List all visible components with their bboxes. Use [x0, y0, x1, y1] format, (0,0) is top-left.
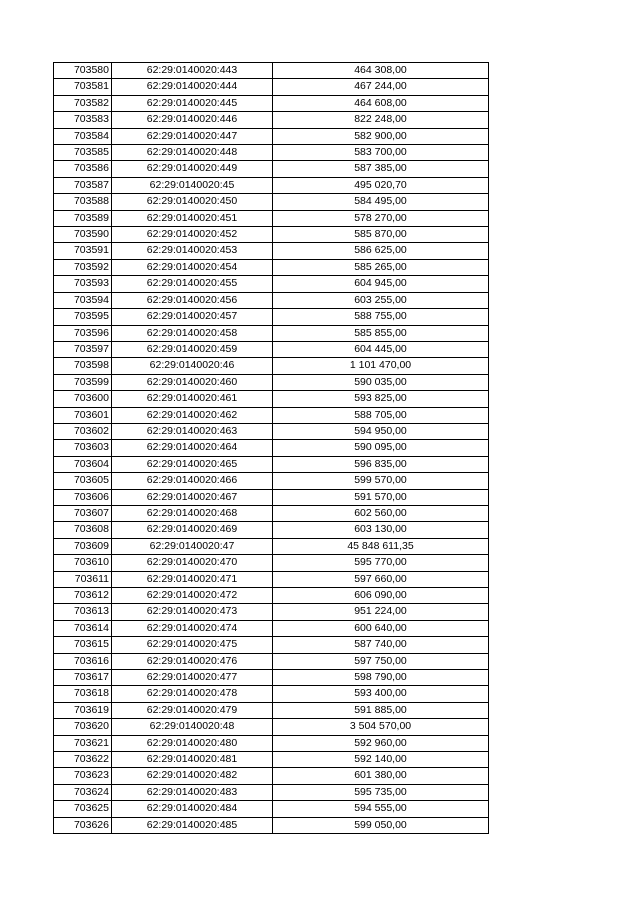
cadastral-value-cell: 594 950,00 — [273, 423, 489, 439]
row-id-cell: 703607 — [54, 505, 112, 521]
row-id-cell: 703581 — [54, 79, 112, 95]
row-id-cell: 703621 — [54, 735, 112, 751]
cadastral-number-cell: 62:29:0140020:45 — [112, 177, 273, 193]
cadastral-number-cell: 62:29:0140020:483 — [112, 784, 273, 800]
table-row — [54, 112, 489, 128]
row-id-cell: 703585 — [54, 145, 112, 161]
table-row — [54, 604, 489, 620]
cadastral-number-cell: 62:29:0140020:447 — [112, 128, 273, 144]
table-row — [54, 702, 489, 718]
row-id-cell: 703589 — [54, 210, 112, 226]
table-row — [54, 489, 489, 505]
table-row — [54, 194, 489, 210]
cadastral-number-cell: 62:29:0140020:479 — [112, 702, 273, 718]
row-id-cell: 703616 — [54, 653, 112, 669]
table-row — [54, 784, 489, 800]
cadastral-number-cell: 62:29:0140020:452 — [112, 227, 273, 243]
cadastral-value-cell: 590 035,00 — [273, 374, 489, 390]
table-row — [54, 735, 489, 751]
table-row — [54, 473, 489, 489]
cadastral-number-cell: 62:29:0140020:474 — [112, 620, 273, 636]
cadastral-value-cell: 590 095,00 — [273, 440, 489, 456]
cadastral-number-cell: 62:29:0140020:472 — [112, 588, 273, 604]
row-id-cell: 703620 — [54, 719, 112, 735]
table-row — [54, 522, 489, 538]
table-row — [54, 210, 489, 226]
cadastral-number-cell: 62:29:0140020:458 — [112, 325, 273, 341]
table-row — [54, 505, 489, 521]
table-row — [54, 309, 489, 325]
cadastral-number-cell: 62:29:0140020:449 — [112, 161, 273, 177]
cadastral-value-cell: 591 570,00 — [273, 489, 489, 505]
cadastral-value-cell: 3 504 570,00 — [273, 719, 489, 735]
cadastral-number-cell: 62:29:0140020:485 — [112, 817, 273, 833]
table-row — [54, 341, 489, 357]
cadastral-number-cell: 62:29:0140020:46 — [112, 358, 273, 374]
table-row — [54, 588, 489, 604]
row-id-cell: 703625 — [54, 801, 112, 817]
row-id-cell: 703609 — [54, 538, 112, 554]
cadastral-value-cell: 601 380,00 — [273, 768, 489, 784]
cadastral-value-cell: 598 790,00 — [273, 670, 489, 686]
cadastral-number-cell: 62:29:0140020:467 — [112, 489, 273, 505]
table-row — [54, 670, 489, 686]
table-row — [54, 391, 489, 407]
cadastral-number-cell: 62:29:0140020:450 — [112, 194, 273, 210]
cadastral-value-cell: 495 020,70 — [273, 177, 489, 193]
row-id-cell: 703618 — [54, 686, 112, 702]
cadastral-value-cell: 584 495,00 — [273, 194, 489, 210]
row-id-cell: 703592 — [54, 259, 112, 275]
cadastral-number-cell: 62:29:0140020:469 — [112, 522, 273, 538]
row-id-cell: 703586 — [54, 161, 112, 177]
cadastral-value-cell: 467 244,00 — [273, 79, 489, 95]
cadastral-value-cell: 599 050,00 — [273, 817, 489, 833]
row-id-cell: 703624 — [54, 784, 112, 800]
table-row — [54, 79, 489, 95]
row-id-cell: 703604 — [54, 456, 112, 472]
cadastral-value-cell: 587 385,00 — [273, 161, 489, 177]
row-id-cell: 703605 — [54, 473, 112, 489]
cadastral-number-cell: 62:29:0140020:448 — [112, 145, 273, 161]
row-id-cell: 703582 — [54, 95, 112, 111]
row-id-cell: 703593 — [54, 276, 112, 292]
cadastral-value-cell: 604 445,00 — [273, 341, 489, 357]
table-row — [54, 752, 489, 768]
cadastral-value-cell: 587 740,00 — [273, 637, 489, 653]
row-id-cell: 703595 — [54, 309, 112, 325]
table-row — [54, 243, 489, 259]
cadastral-number-cell: 62:29:0140020:462 — [112, 407, 273, 423]
cadastral-value-cell: 599 570,00 — [273, 473, 489, 489]
cadastral-number-cell: 62:29:0140020:453 — [112, 243, 273, 259]
cadastral-value-cell: 603 130,00 — [273, 522, 489, 538]
cadastral-value-table — [53, 62, 489, 834]
row-id-cell: 703587 — [54, 177, 112, 193]
cadastral-value-cell: 595 735,00 — [273, 784, 489, 800]
table-row — [54, 538, 489, 554]
row-id-cell: 703617 — [54, 670, 112, 686]
row-id-cell: 703610 — [54, 555, 112, 571]
row-id-cell: 703597 — [54, 341, 112, 357]
table-row — [54, 128, 489, 144]
cadastral-value-cell: 822 248,00 — [273, 112, 489, 128]
table-row — [54, 227, 489, 243]
row-id-cell: 703626 — [54, 817, 112, 833]
table-row — [54, 620, 489, 636]
cadastral-value-cell: 464 608,00 — [273, 95, 489, 111]
table-row — [54, 571, 489, 587]
cadastral-number-cell: 62:29:0140020:459 — [112, 341, 273, 357]
table-row — [54, 801, 489, 817]
cadastral-value-cell: 588 755,00 — [273, 309, 489, 325]
row-id-cell: 703599 — [54, 374, 112, 390]
row-id-cell: 703590 — [54, 227, 112, 243]
cadastral-value-cell: 585 870,00 — [273, 227, 489, 243]
cadastral-number-cell: 62:29:0140020:47 — [112, 538, 273, 554]
table-row — [54, 817, 489, 833]
cadastral-value-cell: 591 885,00 — [273, 702, 489, 718]
table-row — [54, 637, 489, 653]
cadastral-number-cell: 62:29:0140020:484 — [112, 801, 273, 817]
table-body — [54, 63, 489, 834]
table-row — [54, 161, 489, 177]
table-row — [54, 177, 489, 193]
cadastral-number-cell: 62:29:0140020:48 — [112, 719, 273, 735]
cadastral-number-cell: 62:29:0140020:468 — [112, 505, 273, 521]
table-row — [54, 292, 489, 308]
cadastral-number-cell: 62:29:0140020:457 — [112, 309, 273, 325]
row-id-cell: 703608 — [54, 522, 112, 538]
row-id-cell: 703603 — [54, 440, 112, 456]
cadastral-value-cell: 594 555,00 — [273, 801, 489, 817]
table-row — [54, 768, 489, 784]
cadastral-number-cell: 62:29:0140020:473 — [112, 604, 273, 620]
row-id-cell: 703606 — [54, 489, 112, 505]
cadastral-value-cell: 586 625,00 — [273, 243, 489, 259]
cadastral-number-cell: 62:29:0140020:443 — [112, 63, 273, 79]
row-id-cell: 703613 — [54, 604, 112, 620]
cadastral-value-cell: 582 900,00 — [273, 128, 489, 144]
cadastral-value-cell: 606 090,00 — [273, 588, 489, 604]
cadastral-number-cell: 62:29:0140020:481 — [112, 752, 273, 768]
row-id-cell: 703619 — [54, 702, 112, 718]
cadastral-value-cell: 1 101 470,00 — [273, 358, 489, 374]
table-row — [54, 653, 489, 669]
row-id-cell: 703583 — [54, 112, 112, 128]
cadastral-value-cell: 604 945,00 — [273, 276, 489, 292]
table-row — [54, 440, 489, 456]
row-id-cell: 703614 — [54, 620, 112, 636]
row-id-cell: 703612 — [54, 588, 112, 604]
cadastral-number-cell: 62:29:0140020:480 — [112, 735, 273, 751]
table-row — [54, 358, 489, 374]
row-id-cell: 703611 — [54, 571, 112, 587]
cadastral-number-cell: 62:29:0140020:465 — [112, 456, 273, 472]
table-row — [54, 407, 489, 423]
cadastral-value-cell: 600 640,00 — [273, 620, 489, 636]
row-id-cell: 703600 — [54, 391, 112, 407]
cadastral-value-cell: 578 270,00 — [273, 210, 489, 226]
row-id-cell: 703598 — [54, 358, 112, 374]
row-id-cell: 703588 — [54, 194, 112, 210]
table-row — [54, 719, 489, 735]
cadastral-value-cell: 951 224,00 — [273, 604, 489, 620]
table-row — [54, 423, 489, 439]
row-id-cell: 703602 — [54, 423, 112, 439]
cadastral-value-cell: 588 705,00 — [273, 407, 489, 423]
cadastral-number-cell: 62:29:0140020:445 — [112, 95, 273, 111]
cadastral-value-cell: 593 400,00 — [273, 686, 489, 702]
cadastral-number-cell: 62:29:0140020:461 — [112, 391, 273, 407]
cadastral-value-cell: 602 560,00 — [273, 505, 489, 521]
cadastral-value-cell: 592 960,00 — [273, 735, 489, 751]
table-row — [54, 259, 489, 275]
cadastral-value-cell: 585 855,00 — [273, 325, 489, 341]
row-id-cell: 703622 — [54, 752, 112, 768]
cadastral-number-cell: 62:29:0140020:464 — [112, 440, 273, 456]
cadastral-value-cell: 593 825,00 — [273, 391, 489, 407]
cadastral-number-cell: 62:29:0140020:470 — [112, 555, 273, 571]
table-row — [54, 374, 489, 390]
cadastral-value-cell: 597 750,00 — [273, 653, 489, 669]
table-row — [54, 686, 489, 702]
cadastral-number-cell: 62:29:0140020:466 — [112, 473, 273, 489]
cadastral-value-cell: 603 255,00 — [273, 292, 489, 308]
table-row — [54, 555, 489, 571]
row-id-cell: 703591 — [54, 243, 112, 259]
row-id-cell: 703596 — [54, 325, 112, 341]
row-id-cell: 703580 — [54, 63, 112, 79]
table-row — [54, 325, 489, 341]
cadastral-value-cell: 464 308,00 — [273, 63, 489, 79]
cadastral-number-cell: 62:29:0140020:478 — [112, 686, 273, 702]
cadastral-number-cell: 62:29:0140020:446 — [112, 112, 273, 128]
cadastral-number-cell: 62:29:0140020:477 — [112, 670, 273, 686]
cadastral-number-cell: 62:29:0140020:460 — [112, 374, 273, 390]
cadastral-number-cell: 62:29:0140020:476 — [112, 653, 273, 669]
cadastral-number-cell: 62:29:0140020:451 — [112, 210, 273, 226]
cadastral-number-cell: 62:29:0140020:455 — [112, 276, 273, 292]
cadastral-number-cell: 62:29:0140020:456 — [112, 292, 273, 308]
cadastral-number-cell: 62:29:0140020:482 — [112, 768, 273, 784]
cadastral-value-cell: 592 140,00 — [273, 752, 489, 768]
cadastral-number-cell: 62:29:0140020:471 — [112, 571, 273, 587]
cadastral-value-cell: 595 770,00 — [273, 555, 489, 571]
table-row — [54, 276, 489, 292]
cadastral-number-cell: 62:29:0140020:444 — [112, 79, 273, 95]
cadastral-number-cell: 62:29:0140020:475 — [112, 637, 273, 653]
cadastral-value-cell: 45 848 611,35 — [273, 538, 489, 554]
cadastral-value-cell: 597 660,00 — [273, 571, 489, 587]
table-row — [54, 63, 489, 79]
cadastral-number-cell: 62:29:0140020:454 — [112, 259, 273, 275]
cadastral-value-cell: 596 835,00 — [273, 456, 489, 472]
row-id-cell: 703615 — [54, 637, 112, 653]
row-id-cell: 703623 — [54, 768, 112, 784]
cadastral-value-cell: 585 265,00 — [273, 259, 489, 275]
table-row — [54, 456, 489, 472]
cadastral-value-cell: 583 700,00 — [273, 145, 489, 161]
row-id-cell: 703601 — [54, 407, 112, 423]
cadastral-number-cell: 62:29:0140020:463 — [112, 423, 273, 439]
table-row — [54, 95, 489, 111]
table-row — [54, 145, 489, 161]
row-id-cell: 703584 — [54, 128, 112, 144]
row-id-cell: 703594 — [54, 292, 112, 308]
